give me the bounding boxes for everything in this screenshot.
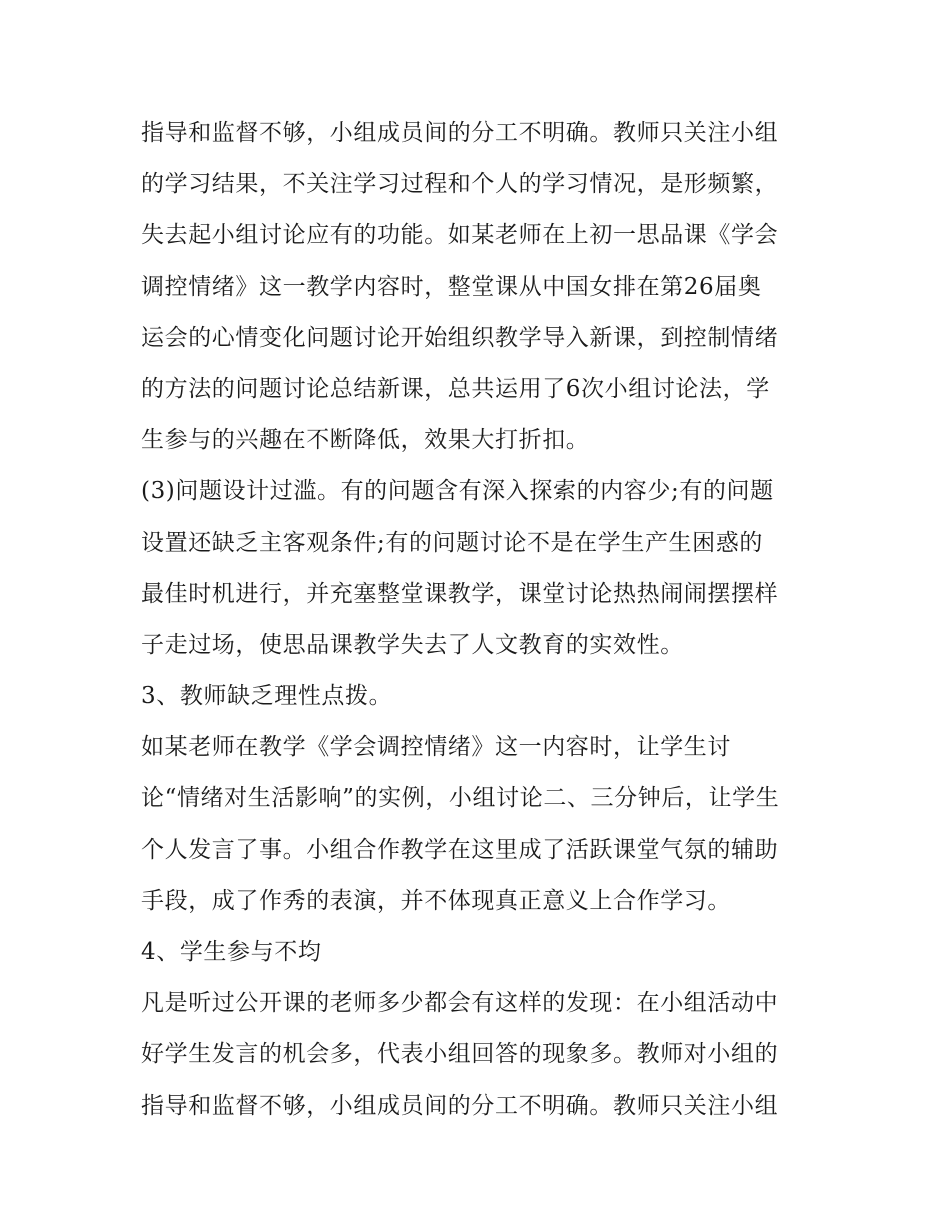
text-line: 论“情绪对生活影响”的实例，小组讨论二、三分钟后，让学生 [141,785,780,812]
text-line: 生参与的兴趣在不断降低，效果大打折扣。 [141,427,590,454]
text-line: 手段，成了作秀的表演，并不体现真正意义上合作学习。 [141,887,731,914]
text-line: 指导和监督不够，小组成员间的分工不明确。教师只关注小组 [141,1092,779,1119]
section-heading: 4、学生参与不均 [141,939,322,965]
text-line: 凡是听过公开课的老师多少都会有这样的发现：在小组活动中 [141,990,779,1017]
text-line: 的方法的问题讨论总结新课，总共运用了6次小组讨论法，学 [141,375,770,402]
text-line: 调控情绪》这一教学内容时，整堂课从中国女排在第26届奥 [141,273,762,300]
text-line: 个人发言了事。小组合作教学在这里成了活跃课堂气氛的辅助 [141,836,779,863]
text-line: 如某老师在教学《学会调控情绪》这一内容时，让学生讨 [141,734,731,761]
text-line: 设置还缺乏主客观条件;有的问题讨论不是在学生产生困惑的 [141,529,763,556]
text-line: 最佳时机进行，并充塞整堂课教学，课堂讨论热热闹闹摆摆样 [141,580,779,607]
text-line: 子走过场，使思品课教学失去了人文教育的实效性。 [141,631,684,658]
document-body [141,108,821,1132]
text-line: 好学生发言的机会多，代表小组回答的现象多。教师对小组的 [141,1041,779,1068]
text-line: 运会的心情变化问题讨论开始组织教学导入新课，到控制情绪 [141,324,779,351]
text-line: 失去起小组讨论应有的功能。如某老师在上初一思品课《学会 [141,222,779,249]
section-heading: 3、教师缺乏理性点拨。 [141,683,393,710]
text-line: 的学习结果，不关注学习过程和个人的学习情况，是形频繁， [141,171,779,198]
text-line: 指导和监督不够，小组成员间的分工不明确。教师只关注小组 [141,120,779,146]
text-line: (3)问题设计过滥。有的问题含有深入探索的内容少;有的问题 [141,478,774,505]
